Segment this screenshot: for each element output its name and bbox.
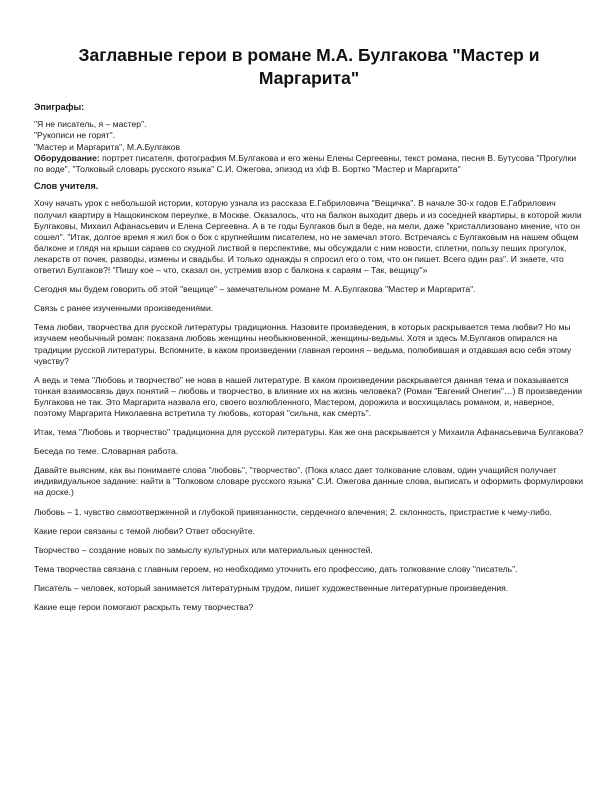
epigraphs-block (34, 119, 584, 175)
equipment-line (34, 153, 584, 176)
paragraph-master-profession: Тема творчества связана с главным героем, но необходимо уточнить его профессию, дать толкование слову "писатель". (34, 563, 518, 574)
paragraph-story: Хочу начать урок с небольшой истории, которую узнала из рассказа Е.Габриловича "Вещичка". В начале 30-х годов Е.Габрилович получил квартиру в Нащокинском переулке, в Москве. Оказалось, что на балкон выходит дверь и из соседней квартиры, в которой жили Булгаковы, Михаил Афанасьевич и Елена Сергеевна. А в те годы Булгаков был в беде, на мели, даже "кристаллизовано мнение, что он сошел". "Итак, долгое время я жил бок о бок с крупнейшим писателем, но не замечал этого. Встречаясь с Булгаковым на нашем общем балконе и глядя на крыши сараев со скудной листвой в перспективе, мы обсуждали с ним новости, сплетни, пользу пеших прогулок, лекарств от почек, разводы, измены и свадьбы. И только однажды я спросил его о том, что он пишет. Всего один раз". И знаете, что ответил Булгаков?! "Пишу кое – что, сказал он, устремив взор с балкона к сараям – Так, вещицу"» (34, 198, 582, 276)
equipment-label: Оборудование: (34, 152, 100, 163)
paragraph-love-theme: Тема любви, творчества для русской литературы традиционна. Назовите произведения, в которых раскрывается тема любви? Но мы изучаем необычный роман: показана любовь женщины необыкновенной, женщины-ведьмы. Хотя и здесь М.Булгаков опирался на традиции русской литературы. Вспомните, в каком произведении главная героиня – ведьма, полюбившая и отдавшая всю себя этому чувству? (34, 322, 572, 366)
epigraphs-heading: Эпиграфы: (34, 102, 85, 112)
paragraph-love-heroes: Какие герои связаны с темой любви? Ответ обоснуйте. (34, 525, 256, 536)
paragraph-love-creativity: А ведь и тема "Любовь и творчество" не нова в нашей литературе. В каком произведении раскрывается данная тема и показывается тонкая взаимосвязь двух понятий – любовь и творчество, в влияние их на жизнь человека? (Роман "Евгений Онегин"…) В произведении Булгакова не так. Это Маргарита назвала его, своего возлюбленного, Мастером, дорожила и восхищалась романом, и, наверное, поэтому Маргарита Николаевна встретила ту любовь, которая "сильна, как смерть". (34, 374, 583, 418)
equipment-text: портрет писателя, фотография М.Булгакова и его жены Елены Сергеевны, текст романа, песня В. Бутусова "Прогулки по воде", "Толковый словарь русского языка" С.И. Ожегова, эпизод из х\ф В. Бортко "Мастер и Маргарита" (34, 152, 577, 175)
epigraph-line: "Рукописи не горят". (34, 130, 116, 141)
paragraph-vocabulary-task: Давайте выясним, как вы понимаете слова "любовь", "творчество". (Пока класс дает толкование словам, один учащийся получает индивидуальное задание: найти в "Толковом словаре русского языка" С.И. Ожегова данные слова, выписать и оформить формулировки на доске.) (34, 465, 584, 498)
paragraph-question: Итак, тема "Любовь и творчество" традиционна для русской литературы. Как же она раскрывается у Михаила Афанасьевича Булгакова? (34, 427, 584, 438)
paragraph-other-heroes: Какие еще герои помогают раскрыть тему творчества? (34, 602, 254, 613)
page-title: Заглавные герои в романе М.А. Булгакова "Мастер и Маргарита" (78, 45, 540, 88)
paragraph-writer-definition: Писатель – человек, который занимается литературным трудом, пишет художественные литературные произведения. (34, 582, 509, 593)
paragraph-love-definition: Любовь – 1. чувство самоотверженной и глубокой привязанности, сердечного влечения; 2. склонность, пристрастие к чему-либо. (34, 506, 553, 517)
teacher-heading: Слов учителя. (34, 181, 99, 192)
paragraph-discussion: Беседа по теме. Словарная работа. (34, 446, 179, 457)
paragraph-topic: Сегодня мы будем говорить об этой "вещице" – замечательном романе М. А.Булгакова "Мастер и Маргарита". (34, 284, 476, 295)
epigraph-line: "Я не писатель, я – мастер". (34, 119, 147, 129)
paragraph-creativity-definition: Творчество – создание новых по замыслу культурных или материальных ценностей. (34, 544, 373, 555)
paragraph-connection: Связь с ранее изученными произведениями. (34, 303, 214, 314)
epigraph-line: "Мастер и Маргарита", М.А.Булгаков (34, 141, 181, 152)
